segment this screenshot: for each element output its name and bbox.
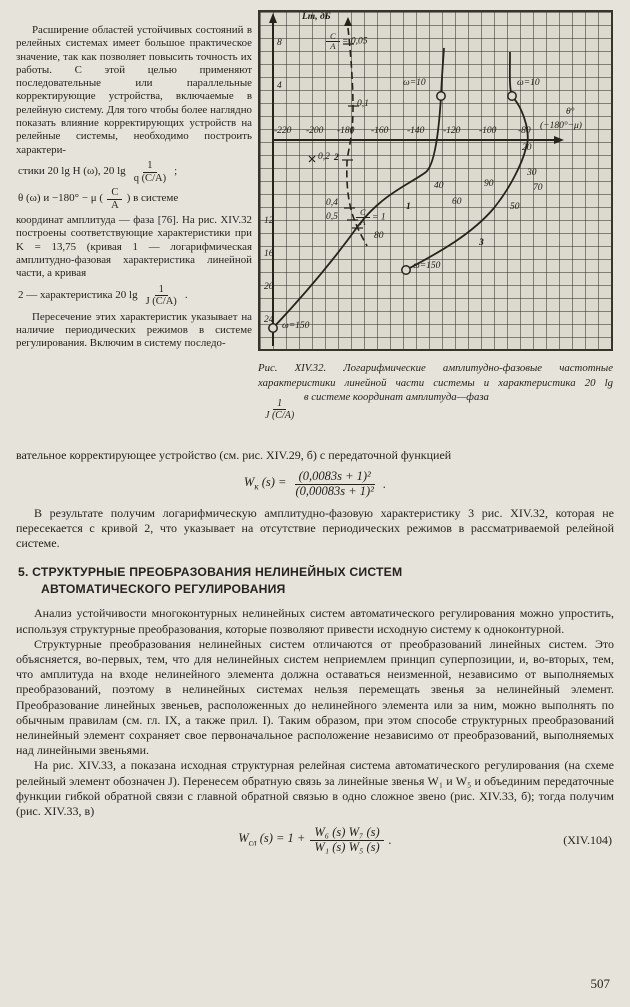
figure-caption xyxy=(258,361,613,421)
freq-label: 20 xyxy=(522,143,532,153)
point-value: = 1 xyxy=(372,212,386,223)
fraction-numerator: 1 xyxy=(155,284,168,297)
db-tick-label: 24 xyxy=(264,315,274,325)
page-number: 507 xyxy=(590,976,610,991)
caption-text: Рис. XIV.32. Логарифмические амплитудно-фазовые частотные характеристики линейной части системы и характеристика 20 lg xyxy=(258,362,613,389)
section-title-line: СТРУКТУРНЫЕ ПРЕОБРАЗОВАНИЯ НЕЛИНЕЙНЫХ СИСТЕМ xyxy=(32,565,403,580)
point-value: = 0,05 xyxy=(342,36,368,47)
formula-text: . xyxy=(382,476,387,491)
paragraph: Расширение областей устойчивых состояний в релейных системах имеет большое практическое значение, так как позволяет повысить точность их работы. С этой целью применяют последовательные или параллельные корректирующие устройства, включаемые в релейную систему. Для того чтобы более наглядно показать влияние корректирующих устройств на релейные системы, необходимо построить характери- xyxy=(16,24,252,156)
phase-tick-label: -120 xyxy=(443,126,461,136)
fraction xyxy=(107,187,123,211)
left-column xyxy=(16,24,252,351)
omega-150-circle xyxy=(269,324,277,332)
fraction xyxy=(261,398,298,421)
formula-text: (s) = 1 + xyxy=(256,830,306,845)
freq-label: 80 xyxy=(374,231,384,241)
inline-formula-mu xyxy=(18,187,252,211)
formula-lhs xyxy=(238,831,305,851)
db-tick-label: 8 xyxy=(277,38,282,48)
main-text xyxy=(16,448,614,862)
paragraph: Анализ устойчивости многоконтурных нелинейных систем автоматического регулирования можно упростить, используя структурные преобразования, которые позволяют привести исходную систему к одноконтурной. xyxy=(16,606,614,636)
fraction-numerator: 1 xyxy=(143,160,156,173)
fraction-denominator: W₁ (s) W₅ (s) xyxy=(314,839,380,854)
db-tick-label: 12 xyxy=(264,216,274,226)
curve-3-label: 3 xyxy=(479,238,484,248)
omega-label: ω=10 xyxy=(403,78,426,88)
paragraph: Структурные преобразования нелинейных систем отличаются от преобразований линейных систем. Это объясняется, во-первых, тем, что для нелинейных систем неприемлем принцип суперпозиции, и, во-вторых, тем, что амплитуда на входе нелинейного элемента должна оставаться неизменной, независимо от выполняемых преобразований, поэтому в нелинейных системах нельзя перемещать звенья за нелинейный элемент. Преобразование линейных звеньев, расположенных до нелинейного элемента или за ним, можно выполнять по обычным правилам (см. гл. IX, а также прил. I). Таким образом, при этом способе структурных преобразований нелинейный элемент сохраняет свое первоначальное расположение независимо от преобразований, выполняемых над линейными звеньями. xyxy=(16,636,614,758)
fraction-denominator: J (C/A) xyxy=(265,410,295,421)
fraction-denominator: q (C/A) xyxy=(133,172,167,184)
omega-10-circle xyxy=(437,92,445,100)
formula-text: стики 20 lg H (ω), 20 lg xyxy=(18,165,126,178)
fraction-denominator: J (C/A) xyxy=(145,296,177,308)
omega-label: ω=150 xyxy=(282,321,310,331)
curve-2-tick-marks xyxy=(342,44,363,228)
phase-tick-label: -180 xyxy=(337,126,355,136)
fraction-denominator: A xyxy=(111,199,119,211)
fraction-denominator: (0,00083s + 1)² xyxy=(295,483,374,498)
freq-label: 60 xyxy=(452,197,462,207)
fraction xyxy=(356,208,370,227)
symbol: W xyxy=(238,830,249,845)
fraction xyxy=(142,284,181,308)
db-tick-label: 16 xyxy=(264,249,274,259)
figure-chart xyxy=(258,10,613,351)
fraction-numerator: 1 xyxy=(273,398,286,410)
formula-wsl xyxy=(16,826,614,855)
fraction xyxy=(310,826,383,855)
fraction-denominator: A xyxy=(330,40,336,51)
inline-formula-j xyxy=(18,284,252,308)
phase-tick-label: -80 xyxy=(518,126,531,136)
phase-tick-label: -160 xyxy=(371,126,389,136)
fraction-denominator: A xyxy=(360,216,366,227)
omega-10-circle xyxy=(508,92,516,100)
formula-lhs xyxy=(244,475,287,495)
fraction-numerator: W₆ (s) W₇ (s) xyxy=(310,826,383,841)
curve-1-label: 1 xyxy=(406,202,411,212)
equation-number: (XIV.104) xyxy=(563,832,612,847)
phase-tick-label: -140 xyxy=(407,126,425,136)
paragraph: На рис. XIV.33, а показана исходная структурная релейная система автоматического регулирования (на схеме релейный элемент обозначен J). Перенесем обратную связь за линейные звенья W₁ и W₅ и объединим передаточные функции гибкой обратной связи с главной обратной связью в одно сложное звено (рис. XIV.33, б); тогда получим (рис. XIV.33, в) xyxy=(16,758,614,818)
symbol: W xyxy=(243,474,255,489)
fraction xyxy=(291,470,378,499)
paragraph: В результате получим логарифмическую амплитудно-фазовую характеристику 3 рис. XIV.32, которая не пересекается с кривой 2, что указывает на отсутствие периодических режимов в рассматриваемой релейной системе. xyxy=(16,505,614,551)
ca-point-label xyxy=(326,32,367,51)
chart-plot-area xyxy=(258,10,613,351)
formula-text: ; xyxy=(174,165,178,178)
caption-text: в системе координат амплитуда—фаза xyxy=(303,391,489,403)
point-label: 0,4 xyxy=(326,198,338,208)
ca-point-label xyxy=(356,208,386,227)
formula-text: . xyxy=(388,832,392,847)
freq-label: 70 xyxy=(533,183,543,193)
point-label: 0,5 xyxy=(326,212,338,222)
formula-wk xyxy=(16,470,614,499)
curve-1 xyxy=(273,48,444,328)
omega-150-circle xyxy=(402,266,410,274)
inline-formula-q xyxy=(18,160,252,184)
db-tick-label: 20 xyxy=(264,282,274,292)
fraction xyxy=(130,160,170,184)
point-label: 0,2 xyxy=(318,152,330,162)
y-axis-label: Lm, дБ xyxy=(302,12,331,22)
point-label: 0,1 xyxy=(357,99,369,109)
x-marker-icon xyxy=(309,156,315,162)
formula-text: (s) = xyxy=(258,474,287,489)
db-tick-label: 4 xyxy=(277,81,282,91)
formula-text: ) в системе xyxy=(126,192,179,205)
omega-label: ω=150 xyxy=(413,261,441,271)
phase-tick-label: -220 xyxy=(274,126,292,136)
phase-axis-sublabel: (−180°−μ) xyxy=(540,121,582,131)
fraction-numerator: C xyxy=(356,208,370,218)
phase-axis-label: θ° xyxy=(566,107,575,117)
fraction-numerator: C xyxy=(107,187,122,200)
section-number: 5. xyxy=(18,565,29,580)
section-title-line: АВТОМАТИЧЕСКОГО РЕГУЛИРОВАНИЯ xyxy=(41,581,286,596)
fraction-numerator: C xyxy=(326,32,340,42)
phase-tick-label: -200 xyxy=(306,126,324,136)
subscript: сл xyxy=(248,837,257,848)
curve-2-label: 2 xyxy=(334,153,339,163)
paragraph: Пересечение этих характеристик указывает на наличие периодических режимов в системе регулирования. Включим в систему последо- xyxy=(16,310,252,350)
freq-label: 40 xyxy=(434,181,444,191)
curve-2-arrow-icon xyxy=(344,17,352,26)
lm-axis-arrow-icon xyxy=(269,13,277,23)
freq-label: 30 xyxy=(527,168,537,178)
phase-axis-arrow-icon xyxy=(554,136,564,144)
subscript: к xyxy=(254,481,259,492)
formula-text: 2 — характеристика 20 lg xyxy=(18,289,138,302)
paragraph: вательное корректирующее устройство (см. рис. XIV.29, б) с передаточной функцией xyxy=(16,448,452,462)
phase-tick-label: -100 xyxy=(479,126,497,136)
fraction-numerator: (0,0083s + 1)² xyxy=(295,470,375,485)
formula-text: θ (ω) и −180° − μ ( xyxy=(18,192,104,205)
paragraph: координат амплитуда — фаза [76]. На рис. XIV.32 построены соответствующие характеристики при K = 13,75 (кривая 1 — логарифмическая амплитудно-фазовая характеристика линейной части, а кривая xyxy=(16,214,252,280)
formula-text: . xyxy=(184,289,188,302)
freq-label: 90 xyxy=(484,179,494,189)
omega-label: ω=10 xyxy=(517,78,540,88)
freq-label: 50 xyxy=(510,202,520,212)
section-heading xyxy=(18,564,614,597)
fraction xyxy=(326,32,340,51)
